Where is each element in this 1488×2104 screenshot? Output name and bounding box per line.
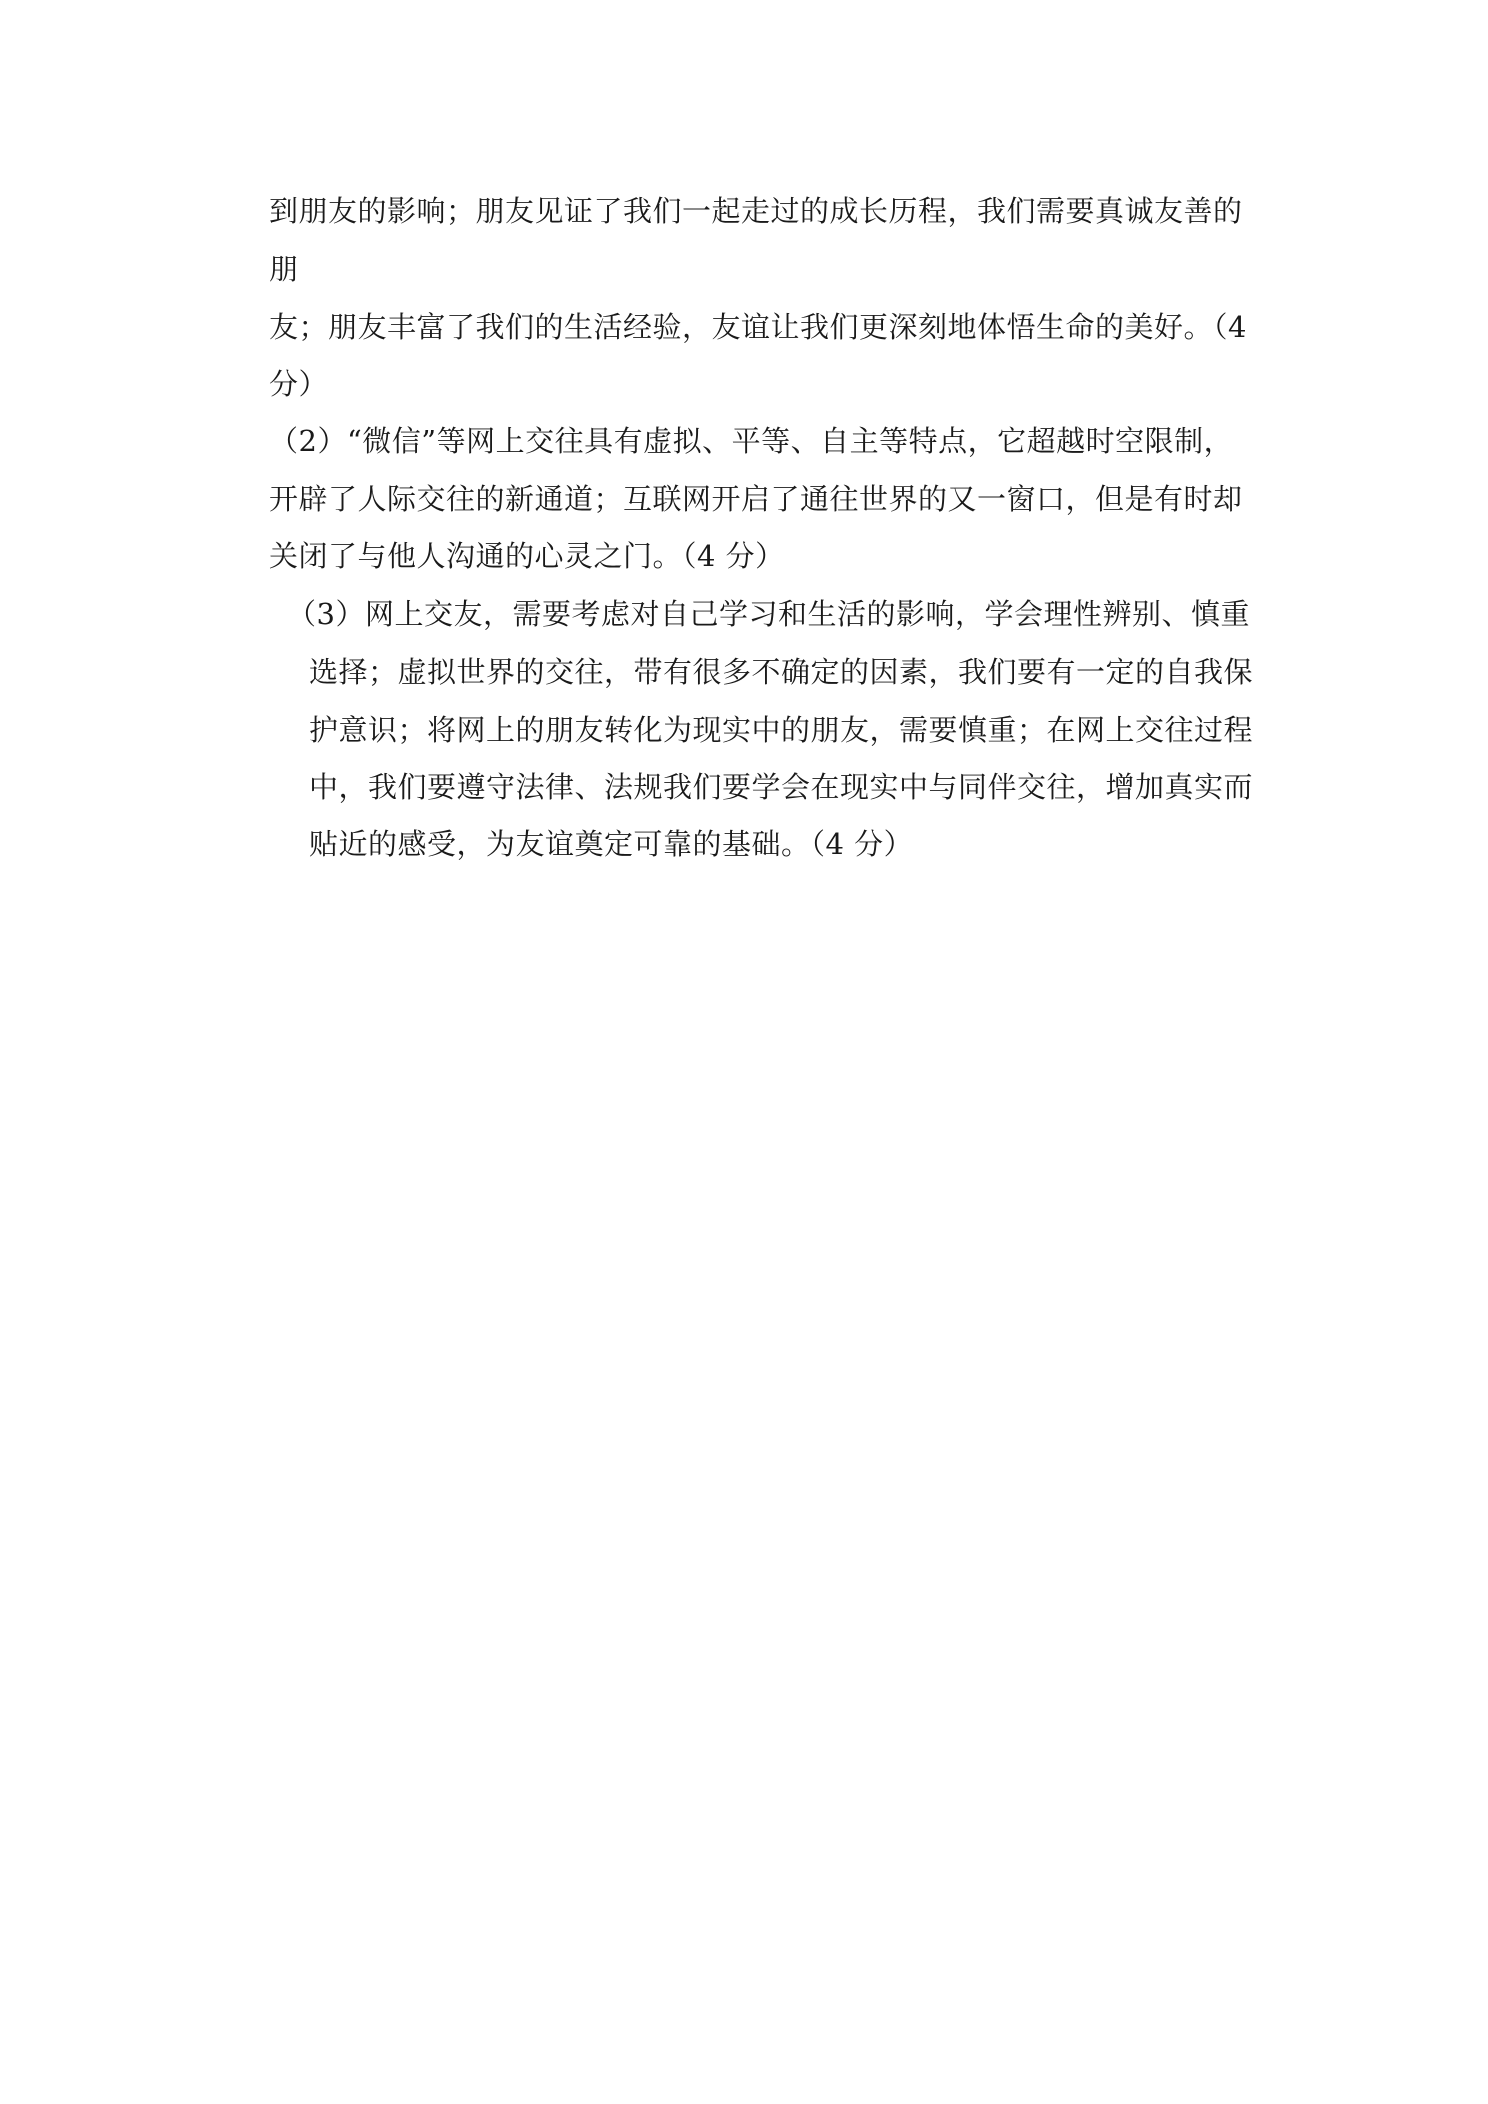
text-line: 到朋友的影响；朋友见证了我们一起走过的成长历程，我们需要真诚友善的 <box>269 194 1243 228</box>
text-line: 友；朋友丰富了我们的生活经验，友谊让我们更深刻地体悟生命的美好。（4 <box>269 310 1247 344</box>
text-line: （2）“微信”等网上交往具有虚拟、平等、自主等特点，它超越时空限制， <box>269 424 1234 458</box>
text-line: 开辟了人际交往的新通道；互联网开启了通往世界的又一窗口，但是有时却 <box>269 482 1243 516</box>
text-line: 贴近的感受，为友谊奠定可靠的基础。（4 分） <box>309 827 914 861</box>
text-line: 中，我们要遵守法律、法规我们要学会在现实中与同伴交往，增加真实而 <box>309 770 1254 804</box>
text-line: 选择；虚拟世界的交往，带有很多不确定的因素，我们要有一定的自我保 <box>309 655 1254 689</box>
text-line: 朋 <box>269 252 299 286</box>
text-line: 护意识；将网上的朋友转化为现实中的朋友，需要慎重；在网上交往过程 <box>309 713 1254 747</box>
text-line: 关闭了与他人沟通的心灵之门。（4 分） <box>269 539 785 573</box>
text-line: 分） <box>269 367 329 401</box>
text-line: （3）网上交友，需要考虑对自己学习和生活的影响，学会理性辨别、慎重 <box>287 597 1250 631</box>
